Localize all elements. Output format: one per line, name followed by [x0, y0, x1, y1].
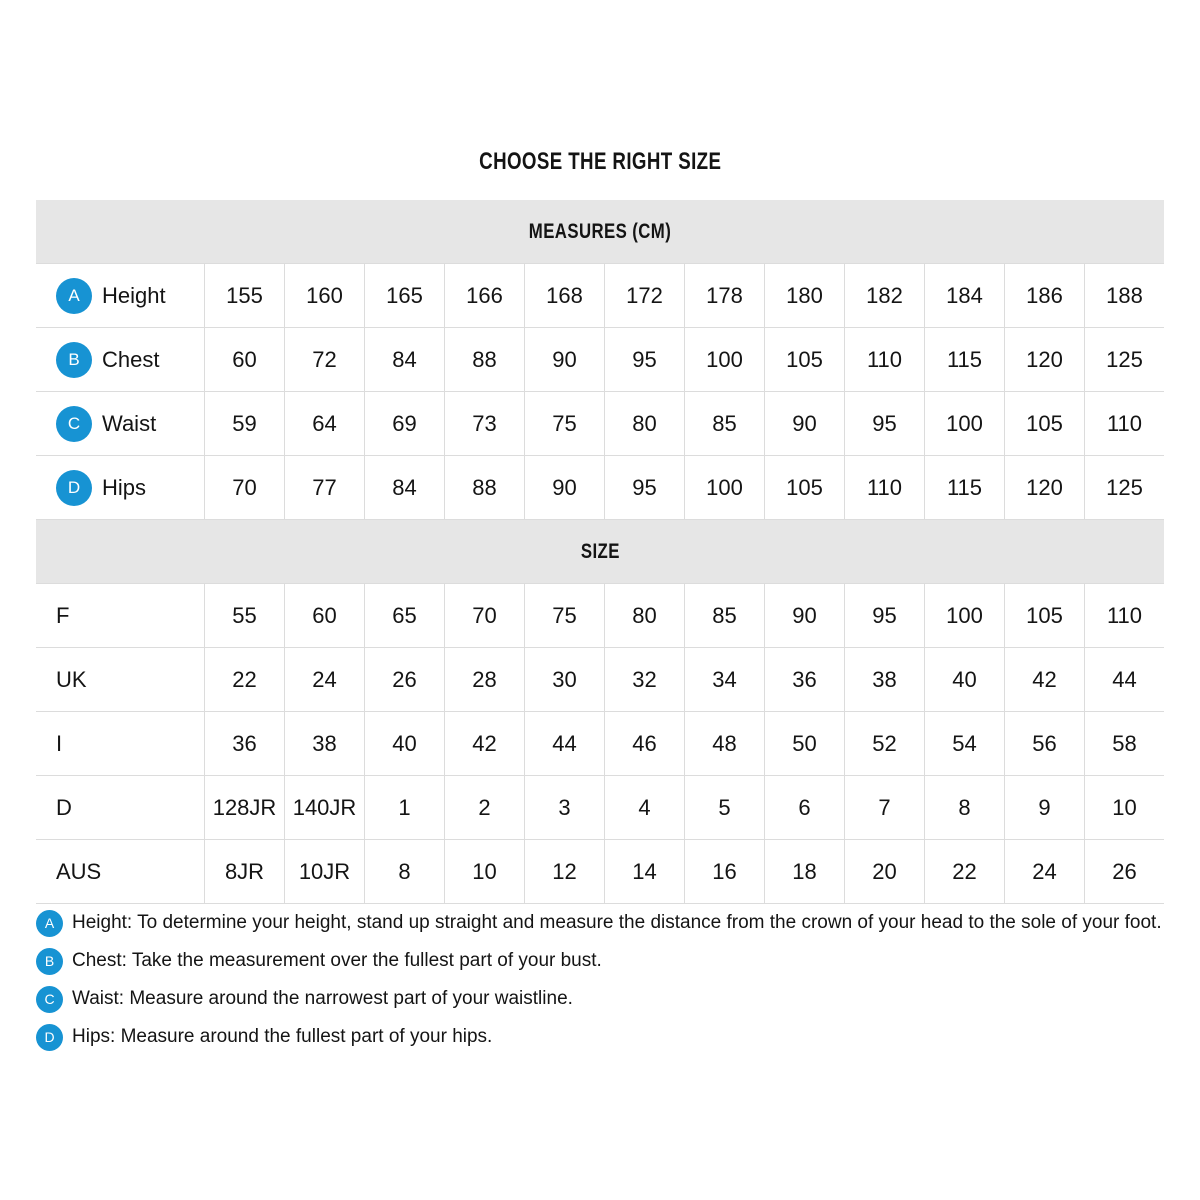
value-cell: 115	[924, 328, 1004, 391]
value-cell: 65	[364, 584, 444, 647]
footnote-text: Chest: Take the measurement over the fullest part of your bust.	[72, 950, 602, 971]
value-cell: 12	[524, 840, 604, 903]
row-label: Waist	[102, 410, 157, 436]
footnote-line	[36, 1022, 1162, 1052]
page-title: CHOOSE THE RIGHT SIZE	[478, 148, 722, 175]
value-cell: 155	[204, 264, 284, 327]
value-cell: 34	[684, 648, 764, 711]
table-row	[36, 647, 1164, 711]
value-cell: 54	[924, 712, 1004, 775]
value-cell: 6	[764, 776, 844, 839]
value-cell: 8JR	[204, 840, 284, 903]
footnote-line	[36, 984, 1162, 1014]
value-cell: 105	[1004, 392, 1084, 455]
value-cell: 14	[604, 840, 684, 903]
value-cell: 90	[764, 584, 844, 647]
footnote-line	[36, 908, 1162, 938]
section-header-label: MEASURES (CM)	[528, 219, 672, 243]
value-cell: 120	[1004, 456, 1084, 519]
row-label-cell	[36, 456, 204, 519]
value-cell: 110	[844, 456, 924, 519]
value-cell: 178	[684, 264, 764, 327]
value-cell: 26	[1084, 840, 1164, 903]
table-row	[36, 391, 1164, 455]
value-cell: 100	[684, 328, 764, 391]
footnote-badge-c: C	[36, 986, 63, 1013]
section-header-label: SIZE	[580, 539, 620, 563]
value-cell: 26	[364, 648, 444, 711]
value-cell: 75	[524, 584, 604, 647]
table-row	[36, 455, 1164, 519]
value-cell: 182	[844, 264, 924, 327]
value-cell: 28	[444, 648, 524, 711]
value-cell: 64	[284, 392, 364, 455]
value-cell: 85	[684, 584, 764, 647]
value-cell: 10JR	[284, 840, 364, 903]
value-cell: 60	[204, 328, 284, 391]
footnote-badge-d: D	[36, 1024, 63, 1051]
value-cell: 42	[444, 712, 524, 775]
value-cell: 80	[604, 392, 684, 455]
value-cell: 80	[604, 584, 684, 647]
value-cell: 16	[684, 840, 764, 903]
value-cell: 5	[684, 776, 764, 839]
value-cell: 48	[684, 712, 764, 775]
table-row	[36, 839, 1164, 904]
footnote-badge-b: B	[36, 948, 63, 975]
value-cell: 59	[204, 392, 284, 455]
value-cell: 188	[1084, 264, 1164, 327]
value-cell: 100	[924, 584, 1004, 647]
row-label-cell	[36, 840, 204, 903]
row-label: I	[56, 730, 63, 756]
value-cell: 100	[924, 392, 1004, 455]
value-cell: 40	[364, 712, 444, 775]
value-cell: 75	[524, 392, 604, 455]
row-label: UK	[56, 666, 87, 692]
value-cell: 140JR	[284, 776, 364, 839]
row-label-cell	[36, 712, 204, 775]
value-cell: 42	[1004, 648, 1084, 711]
value-cell: 105	[1004, 584, 1084, 647]
value-cell: 36	[764, 648, 844, 711]
value-cell: 70	[444, 584, 524, 647]
row-label-cell	[36, 264, 204, 327]
value-cell: 100	[684, 456, 764, 519]
value-cell: 18	[764, 840, 844, 903]
value-cell: 10	[444, 840, 524, 903]
value-cell: 128JR	[204, 776, 284, 839]
value-cell: 69	[364, 392, 444, 455]
size-table	[36, 200, 1164, 904]
value-cell: 32	[604, 648, 684, 711]
row-label: Chest	[102, 346, 160, 372]
value-cell: 184	[924, 264, 1004, 327]
value-cell: 90	[524, 456, 604, 519]
value-cell: 77	[284, 456, 364, 519]
value-cell: 3	[524, 776, 604, 839]
value-cell: 95	[844, 392, 924, 455]
value-cell: 186	[1004, 264, 1084, 327]
footnote-line	[36, 946, 1162, 976]
value-cell: 22	[924, 840, 1004, 903]
value-cell: 55	[204, 584, 284, 647]
value-cell: 36	[204, 712, 284, 775]
value-cell: 88	[444, 456, 524, 519]
footnote-badge-a: A	[36, 910, 63, 937]
value-cell: 90	[524, 328, 604, 391]
value-cell: 160	[284, 264, 364, 327]
value-cell: 125	[1084, 456, 1164, 519]
value-cell: 7	[844, 776, 924, 839]
footnote-text: Hips: Measure around the fullest part of your hips.	[72, 1026, 493, 1047]
footnote-text: Waist: Measure around the narrowest part of your waistline.	[72, 988, 573, 1009]
value-cell: 88	[444, 328, 524, 391]
value-cell: 72	[284, 328, 364, 391]
section-header	[36, 200, 1164, 263]
measure-badge-d: D	[56, 470, 92, 506]
row-label-cell	[36, 776, 204, 839]
value-cell: 22	[204, 648, 284, 711]
value-cell: 52	[844, 712, 924, 775]
value-cell: 30	[524, 648, 604, 711]
table-row	[36, 263, 1164, 327]
page-title-wrap	[0, 148, 1200, 176]
value-cell: 38	[284, 712, 364, 775]
value-cell: 73	[444, 392, 524, 455]
value-cell: 84	[364, 456, 444, 519]
table-row	[36, 583, 1164, 647]
value-cell: 165	[364, 264, 444, 327]
section-header	[36, 519, 1164, 583]
value-cell: 2	[444, 776, 524, 839]
table-row	[36, 327, 1164, 391]
value-cell: 95	[604, 456, 684, 519]
value-cell: 38	[844, 648, 924, 711]
measure-badge-c: C	[56, 406, 92, 442]
value-cell: 105	[764, 456, 844, 519]
row-label: D	[56, 794, 72, 820]
value-cell: 110	[1084, 584, 1164, 647]
value-cell: 168	[524, 264, 604, 327]
value-cell: 115	[924, 456, 1004, 519]
footnotes	[36, 908, 1162, 1060]
value-cell: 40	[924, 648, 1004, 711]
value-cell: 10	[1084, 776, 1164, 839]
footnote-text: Height: To determine your height, stand up straight and measure the distance from the crown of your head to the sole of your foot.	[72, 912, 1162, 933]
value-cell: 24	[284, 648, 364, 711]
value-cell: 60	[284, 584, 364, 647]
value-cell: 24	[1004, 840, 1084, 903]
table-row	[36, 775, 1164, 839]
row-label-cell	[36, 328, 204, 391]
value-cell: 46	[604, 712, 684, 775]
value-cell: 9	[1004, 776, 1084, 839]
value-cell: 56	[1004, 712, 1084, 775]
value-cell: 95	[844, 584, 924, 647]
table-row	[36, 711, 1164, 775]
value-cell: 105	[764, 328, 844, 391]
value-cell: 180	[764, 264, 844, 327]
value-cell: 44	[1084, 648, 1164, 711]
value-cell: 50	[764, 712, 844, 775]
value-cell: 95	[604, 328, 684, 391]
value-cell: 110	[844, 328, 924, 391]
row-label-cell	[36, 392, 204, 455]
row-label: F	[56, 602, 70, 628]
value-cell: 110	[1084, 392, 1164, 455]
value-cell: 85	[684, 392, 764, 455]
value-cell: 8	[364, 840, 444, 903]
value-cell: 84	[364, 328, 444, 391]
value-cell: 120	[1004, 328, 1084, 391]
row-label: Hips	[102, 474, 147, 500]
value-cell: 8	[924, 776, 1004, 839]
value-cell: 125	[1084, 328, 1164, 391]
value-cell: 58	[1084, 712, 1164, 775]
value-cell: 172	[604, 264, 684, 327]
value-cell: 44	[524, 712, 604, 775]
value-cell: 70	[204, 456, 284, 519]
value-cell: 1	[364, 776, 444, 839]
value-cell: 20	[844, 840, 924, 903]
value-cell: 4	[604, 776, 684, 839]
measure-badge-b: B	[56, 342, 92, 378]
row-label: Height	[102, 282, 166, 308]
row-label-cell	[36, 584, 204, 647]
value-cell: 90	[764, 392, 844, 455]
value-cell: 166	[444, 264, 524, 327]
measure-badge-a: A	[56, 278, 92, 314]
row-label: AUS	[56, 858, 102, 884]
row-label-cell	[36, 648, 204, 711]
